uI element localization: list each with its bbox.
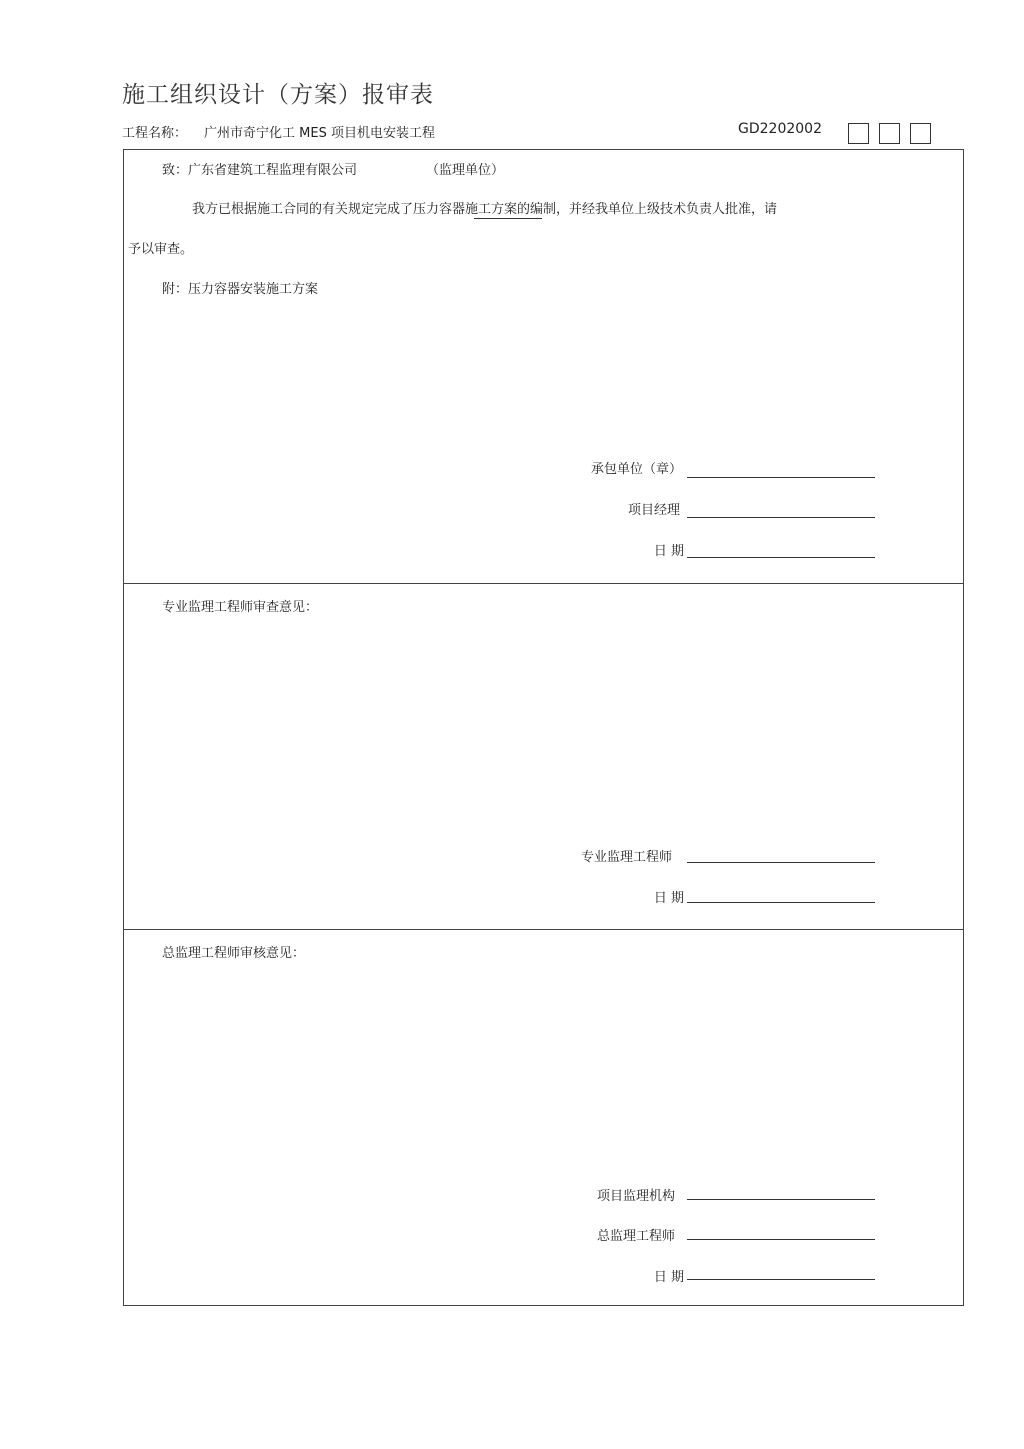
section2-date-field[interactable]	[687, 902, 875, 903]
chief-review-heading: 总监理工程师审核意见：	[162, 946, 306, 961]
section1-date-field[interactable]	[687, 557, 875, 558]
supervision-org-field[interactable]	[687, 1199, 875, 1200]
section2-date-label: 日 期	[653, 891, 684, 906]
code-checkbox-1[interactable]	[848, 123, 869, 144]
code-checkbox-3[interactable]	[910, 123, 931, 144]
body-text-underline	[474, 218, 542, 219]
form-code: GD2202002	[738, 121, 822, 137]
specialist-review-heading: 专业监理工程师审查意见：	[162, 600, 319, 615]
code-checkbox-2[interactable]	[879, 123, 900, 144]
section3-date-field[interactable]	[687, 1279, 875, 1280]
project-manager-label: 项目经理	[627, 503, 680, 518]
contractor-seal-field[interactable]	[687, 477, 875, 478]
chief-engineer-label: 总监理工程师	[596, 1229, 675, 1244]
section1-date-label: 日 期	[653, 544, 684, 559]
section3-date-label: 日 期	[653, 1270, 684, 1285]
supervision-org-label: 项目监理机构	[596, 1189, 675, 1204]
section-divider-1	[123, 583, 964, 584]
chief-engineer-field[interactable]	[687, 1239, 875, 1240]
specialist-engineer-label: 专业监理工程师	[580, 850, 672, 865]
project-name-label: 工程名称：	[122, 126, 188, 141]
section-divider-2	[123, 929, 964, 930]
project-manager-field[interactable]	[687, 517, 875, 518]
page-title: 施工组织设计（方案）报审表	[122, 82, 434, 108]
contractor-seal-label: 承包单位（章）	[590, 462, 682, 477]
form-table	[123, 149, 964, 1306]
addressee-role: （监理单位）	[426, 163, 505, 178]
addressee-line: 致：广东省建筑工程监理有限公司	[162, 163, 358, 178]
body-text-line-2: 予以审查。	[128, 242, 194, 257]
attachment-line: 附：压力容器安装施工方案	[162, 282, 319, 297]
body-text-line-1: 我方已根据施工合同的有关规定完成了压力容器施工方案的编制，并经我单位上级技术负责人批准，请	[192, 202, 778, 217]
project-name-value: 广州市奇宁化工 MES 项目机电安装工程	[204, 126, 435, 141]
specialist-engineer-field[interactable]	[687, 862, 875, 863]
